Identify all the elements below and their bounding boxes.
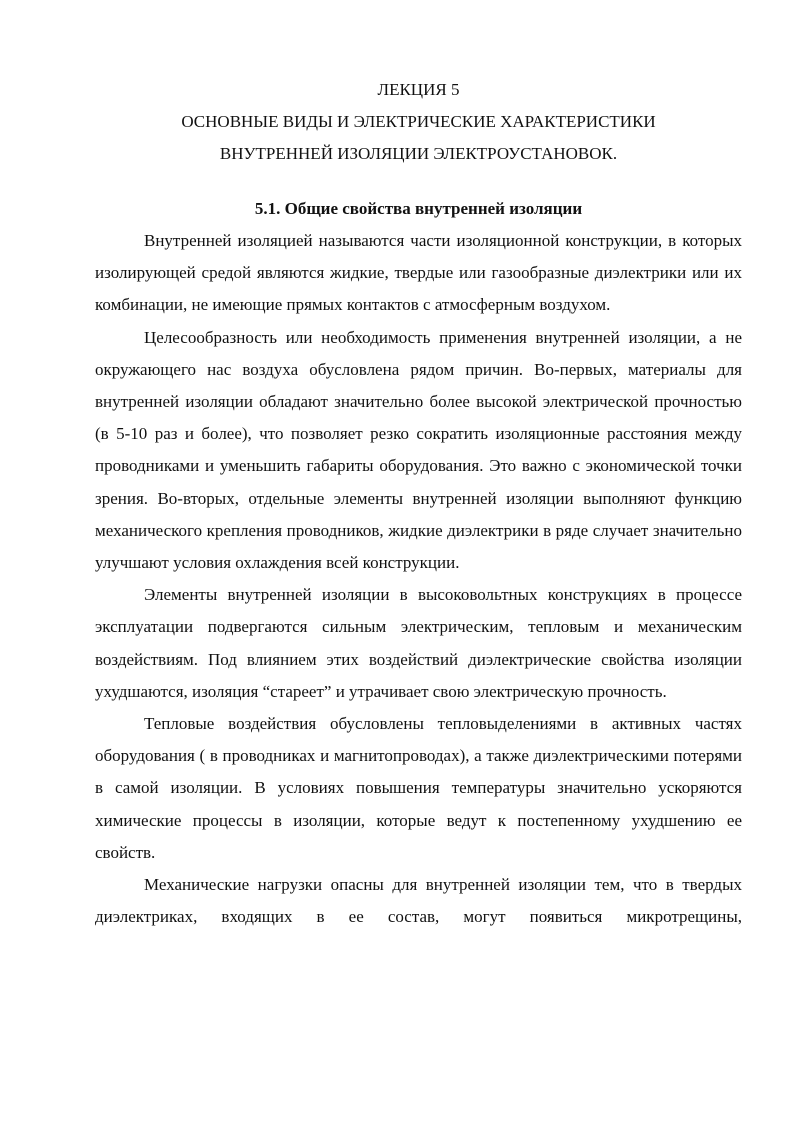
paragraph: Внутренней изоляцией называются части изоляционной конструкции, в которых изолирующей средой являются жидкие, твердые или газообразные диэлектрики или их комбинации, не имеющие прямых контактов с атмосферным воздухом. bbox=[95, 231, 742, 315]
paragraph: Элементы внутренней изоляции в высоковольтных конструкциях в процессе эксплуатации подвергаются сильным электрическим, тепловым и механическим воздействиям. Под влиянием этих воздействий диэлектрические свойства изоляции ухудшаются, изоляция “стареет” и утрачивает свою электрическую прочность. bbox=[95, 585, 742, 701]
lecture-title-line-1: ОСНОВНЫЕ ВИДЫ И ЭЛЕКТРИЧЕСКИЕ ХАРАКТЕРИСТИКИ bbox=[181, 112, 656, 131]
lecture-label: ЛЕКЦИЯ 5 bbox=[377, 80, 460, 99]
paragraph: Целесообразность или необходимость применения внутренней изоляции, а не окружающего нас воздуха обусловлена рядом причин. Во-первых, материалы для внутренней изоляции обладают значительно более высокой электрической прочностью (в 5-10 раз и более), что позволяет резко сократить изоляционные расстояния между проводниками и уменьшить габариты оборудования. Это важно с экономической точки зрения. Во-вторых, отдельные элементы внутренней изоляции выполняют функцию механического крепления проводников, жидкие диэлектрики в ряде случает значительно улучшают условия охлаждения всей конструкции. bbox=[95, 327, 742, 573]
section-title: 5.1. Общие свойства внутренней изоляции bbox=[254, 199, 583, 218]
paragraph: Механические нагрузки опасны для внутренней изоляции тем, что в твердых диэлектриках, входящих в ее состав, могут появиться микротрещины, bbox=[95, 875, 742, 927]
lecture-title-line-2: ВНУТРЕННЕЙ ИЗОЛЯЦИИ ЭЛЕКТРОУСТАНОВОК. bbox=[219, 144, 618, 163]
paragraph: Тепловые воздействия обусловлены тепловыделениями в активных частях оборудования ( в проводниках и магнитопроводах), а также диэлектрическими потерями в самой изоляции. В условиях повышения температуры значительно ускоряются химические процессы в изоляции, которые ведут к постепенному ухудшению ее свойств. bbox=[95, 714, 742, 862]
document-page bbox=[95, 74, 742, 933]
